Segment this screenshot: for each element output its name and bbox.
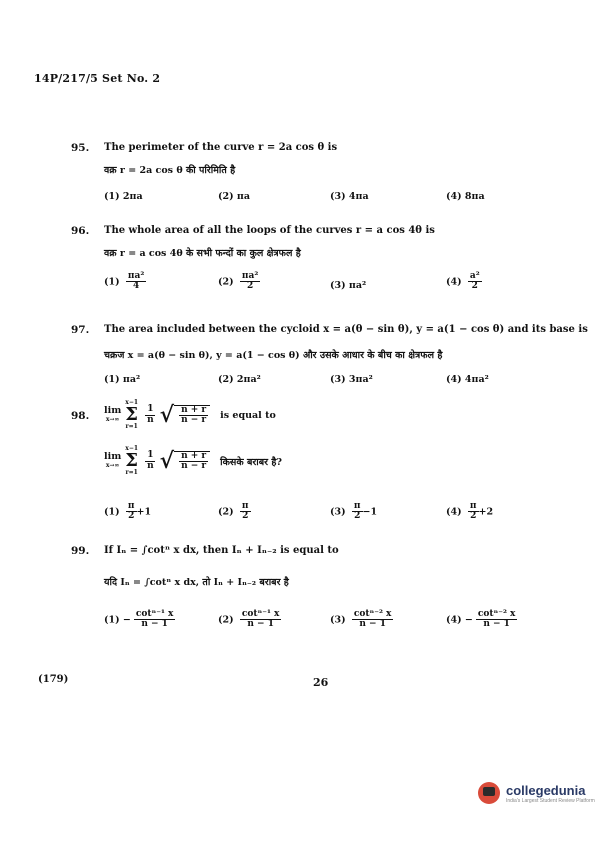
q99-option-4	[446, 610, 517, 630]
q96-option-1-label: (1)	[104, 276, 120, 288]
q95-number: 95.	[71, 142, 90, 154]
q99-option-1-sign: −	[122, 614, 131, 626]
q98-radicand	[179, 406, 208, 426]
q96-option-2-numerator: πa²	[241, 271, 259, 281]
q96-number: 96.	[71, 225, 90, 237]
q99-option-1-numerator: cotⁿ⁻¹ x	[135, 609, 174, 619]
q98-hindi-one: 1	[147, 450, 154, 461]
q98-option-2-label: (2)	[218, 506, 234, 518]
q98-option-4-pi: π	[469, 501, 477, 511]
q95-option-4: (4) 8πa	[446, 191, 485, 202]
q98-lim-word: lim	[104, 405, 122, 417]
q95-option-1: (1) 2πa	[104, 191, 143, 202]
q95-option-3: (3) 4πa	[330, 191, 369, 202]
q98-hindi-limit	[104, 452, 121, 469]
q98-sum-lower: r=1	[125, 423, 138, 430]
q98-hindi-radical	[160, 450, 211, 472]
sqrt-icon: √	[159, 448, 175, 474]
q98-option-1-fraction	[126, 502, 137, 522]
q98-hindi-summation	[125, 446, 138, 476]
q97-option-3: (3) 3πa²	[330, 374, 373, 385]
q98-option-3-two: 2	[354, 511, 361, 522]
q98-radicand-top: n + r	[181, 404, 207, 415]
q96-option-3-label: (3)	[330, 280, 346, 291]
q98-option-3-pi: π	[353, 501, 361, 511]
q96-option-2-fraction	[240, 272, 260, 292]
q98-limit	[104, 406, 121, 423]
q98-option-2	[218, 502, 251, 522]
q98-summation	[125, 400, 138, 430]
q98-option-1-label: (1)	[104, 506, 120, 518]
q97-text: The area included between the cycloid x = a(θ − sin θ), y = a(1 − cos θ) and its base is	[104, 324, 588, 335]
q98-option-1	[104, 502, 151, 522]
q98-sum-upper: x−1	[125, 399, 139, 406]
q97-option-4: (4) 4πa²	[446, 374, 489, 385]
q98-expression	[104, 400, 276, 430]
q95-text: The perimeter of the curve r = 2a cos θ is	[104, 142, 338, 153]
q99-option-2-numerator: cotⁿ⁻¹ x	[241, 609, 280, 619]
q98-option-3-label: (3)	[330, 506, 346, 518]
q98-hindi-radicand-top: n + r	[181, 450, 207, 461]
q99-option-3-fraction	[352, 610, 394, 630]
q98-option-3-tail: −1	[362, 506, 378, 518]
q99-option-1-label: (1)	[104, 614, 120, 626]
q99-option-4-label: (4)	[446, 614, 462, 626]
q98-option-3	[330, 502, 377, 522]
q99-text: If Iₙ = ∫cotⁿ x dx, then Iₙ + Iₙ₋₂ is equal to	[104, 545, 339, 556]
q96-option-4-denominator: 2	[471, 281, 478, 292]
q98-radical	[160, 404, 211, 426]
q96-text: The whole area of all the loops of the curves r = a cos 4θ is	[104, 225, 435, 236]
q97-option-1: (1) πa²	[104, 374, 141, 385]
q98-option-2-two: 2	[242, 511, 249, 522]
q98-hindi: किसके बराबर है?	[220, 456, 282, 468]
q97-hindi: चक्रज x = a(θ − sin θ), y = a(1 − cos θ) और उसके आधार के बीच का क्षेत्रफल है	[104, 350, 443, 361]
logo-tagline: India's Largest Student Review Platform	[506, 797, 595, 804]
q96-option-4-numerator: a²	[469, 271, 480, 281]
q99-number: 99.	[71, 545, 90, 557]
q96-option-3	[330, 280, 366, 291]
q98-hindi-sum-lower: r=1	[125, 469, 138, 476]
q96-hindi: वक्र r = a cos 4θ के सभी फन्दों का कुल क्षेत्रफल है	[104, 248, 301, 259]
q98-option-1-pi: π	[127, 501, 135, 511]
q98-hindi-lim-word: lim	[104, 451, 122, 463]
q98-option-4-label: (4)	[446, 506, 462, 518]
q98-one: 1	[147, 404, 154, 415]
paper-code: 14P/217/5 Set No. 2	[34, 72, 161, 85]
q98-option-2-fraction	[240, 502, 251, 522]
q98-option-4-two: 2	[470, 511, 477, 522]
q98-n: n	[147, 414, 154, 425]
sigma-icon: Σ	[125, 450, 139, 471]
q97-number: 97.	[71, 324, 90, 336]
q99-option-2-fraction	[240, 610, 282, 630]
q98-lim-sub: x→∞	[105, 415, 120, 423]
q98-text: is equal to	[220, 409, 276, 421]
q96-option-1-denominator: 4	[132, 281, 140, 292]
q98-hindi-sum-upper: x−1	[125, 445, 139, 452]
q99-option-3-numerator: cotⁿ⁻² x	[353, 609, 392, 619]
q98-hindi-n: n	[147, 460, 154, 471]
q99-option-1-denominator: n − 1	[141, 619, 168, 630]
q96-option-3-value: πa²	[348, 280, 367, 291]
q96-option-4-label: (4)	[446, 276, 462, 288]
logo-name: collegedunia	[506, 782, 586, 798]
q99-option-3-denominator: n − 1	[359, 619, 386, 630]
q98-option-1-tail: +1	[136, 506, 152, 518]
q98-option-1-two: 2	[128, 511, 135, 522]
q99-option-4-numerator: cotⁿ⁻² x	[477, 609, 516, 619]
q98-hindi-radicand-bottom: n − r	[181, 461, 207, 471]
q99-option-2-label: (2)	[218, 614, 234, 626]
q98-option-3-fraction	[352, 502, 363, 522]
q99-option-4-sign: −	[464, 614, 473, 626]
q99-hindi: यदि Iₙ = ∫cotⁿ x dx, तो Iₙ + Iₙ₋₂ बराबर है	[104, 577, 289, 588]
q98-number: 98.	[71, 410, 90, 422]
q99-option-3-label: (3)	[330, 614, 346, 626]
mascot-icon	[478, 782, 500, 804]
q98-option-2-pi: π	[241, 501, 249, 511]
q99-option-2	[218, 610, 281, 630]
q96-option-4-fraction	[468, 272, 482, 292]
q99-option-4-denominator: n − 1	[483, 619, 510, 630]
q96-option-2	[218, 272, 260, 292]
q99-option-2-denominator: n − 1	[247, 619, 274, 630]
q96-option-1	[104, 272, 146, 292]
q98-hindi-lim-sub: x→∞	[105, 461, 120, 469]
q99-option-4-fraction	[476, 610, 518, 630]
q98-hindi-radicand	[179, 452, 208, 472]
q96-option-2-denominator: 2	[246, 281, 254, 292]
q98-radicand-bottom: n − r	[181, 415, 207, 425]
q96-option-1-numerator: πa²	[127, 271, 145, 281]
sqrt-icon: √	[159, 402, 175, 428]
q97-option-2: (2) 2πa²	[218, 374, 261, 385]
q95-option-2: (2) πa	[218, 191, 251, 202]
q98-hindi-one-over-n	[145, 451, 156, 471]
q99-option-1-fraction	[134, 610, 176, 630]
q98-hindi-expression	[104, 446, 282, 476]
q99-option-3	[330, 610, 393, 630]
booklet-code: (179)	[38, 674, 69, 685]
q96-option-1-fraction	[126, 272, 146, 292]
q96-option-4	[446, 272, 482, 292]
q95-hindi: वक्र r = 2a cos θ की परिमिति है	[104, 165, 236, 176]
q98-one-over-n	[145, 405, 156, 425]
collegedunia-logo	[478, 782, 595, 804]
q99-option-1	[104, 610, 175, 630]
q98-option-4	[446, 502, 493, 522]
q98-option-4-tail: +2	[478, 506, 494, 518]
q96-option-2-label: (2)	[218, 276, 234, 288]
sigma-icon: Σ	[125, 404, 139, 425]
page-number: 26	[313, 676, 329, 689]
q98-option-4-fraction	[468, 502, 479, 522]
